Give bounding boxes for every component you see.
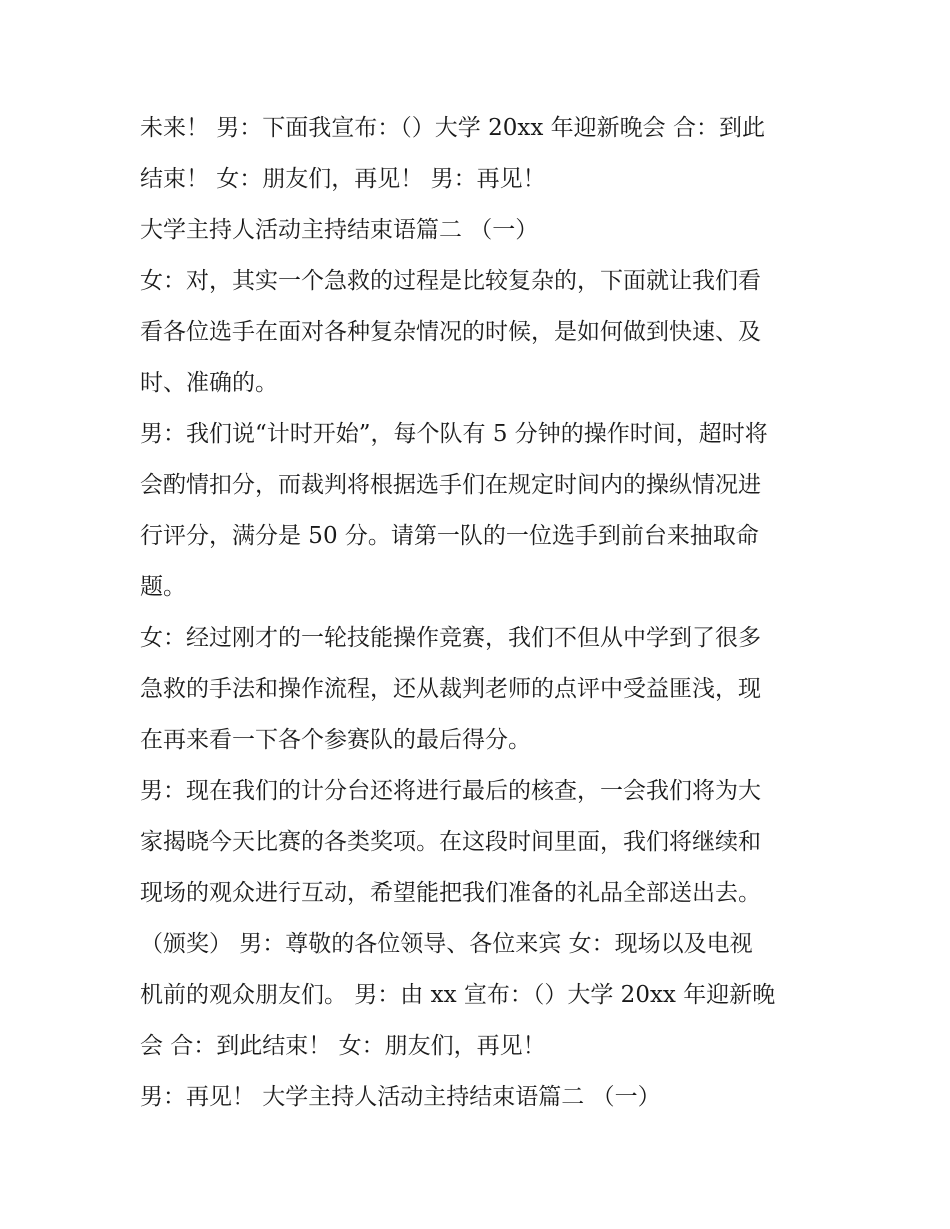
text-line: 看各位选手在面对各种复杂情况的时候，是如何做到快速、及 [140, 319, 761, 345]
document-body [140, 103, 815, 1123]
text-line: 家揭晓今天比赛的各类奖项。在这段时间里面，我们将继续和 [140, 829, 761, 855]
text-line: 行评分，满分是 50 分。请第一队的一位选手到前台来抽取命 [140, 523, 759, 549]
text-line: 会酌情扣分，而裁判将根据选手们在规定时间内的操纵情况进 [140, 472, 761, 498]
text-line: 女：对，其实一个急救的过程是比较复杂的，下面就让我们看 [140, 268, 761, 294]
text-line: 未来！ 男：下面我宣布：（）大学 20xx 年迎新晚会 合：到此 [140, 115, 765, 141]
section-heading: 大学主持人活动主持结束语篇二 （一） [140, 217, 539, 243]
text-line: （颁奖） 男：尊敬的各位领导、各位来宾 女：现场以及电视 [140, 931, 753, 957]
text-line: 题。 [140, 574, 186, 600]
text-line: 男：我们说“计时开始”，每个队有 5 分钟的操作时间，超时将 [140, 421, 768, 447]
text-line: 机前的观众朋友们。 男：由 xx 宣布：（）大学 20xx 年迎新晚 [140, 982, 776, 1008]
text-line: 男：现在我们的计分台还将进行最后的核查，一会我们将为大 [140, 778, 761, 804]
text-line: 会 合：到此结束！ 女：朋友们，再见！ [140, 1033, 546, 1059]
text-line: 女：经过刚才的一轮技能操作竞赛，我们不但从中学到了很多 [140, 625, 761, 651]
text-line: 急救的手法和操作流程，还从裁判老师的点评中受益匪浅，现 [140, 676, 761, 702]
text-line: 结束！ 女：朋友们，再见！ 男：再见！ [140, 166, 546, 192]
text-line: 在再来看一下各个参赛队的最后得分。 [140, 727, 531, 753]
text-line: 现场的观众进行互动，希望能把我们准备的礼品全部送出去。 [140, 880, 761, 906]
text-line: 男：再见！ 大学主持人活动主持结束语篇二 （一） [140, 1084, 661, 1110]
text-line: 时、准确的。 [140, 370, 278, 396]
